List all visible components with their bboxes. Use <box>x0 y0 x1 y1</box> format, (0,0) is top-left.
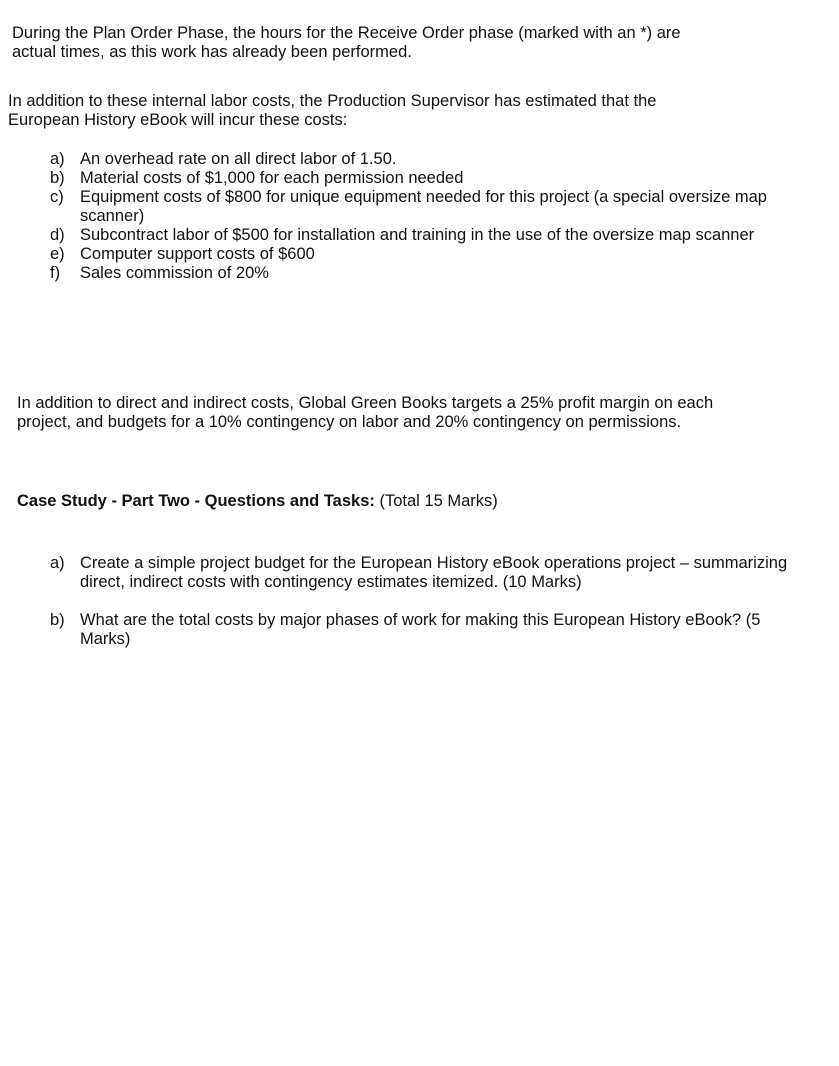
costs-intro-line-1: In addition to these internal labor costs, the Production Supervisor has estimated that the <box>8 92 657 110</box>
case-study-heading-bold: Case Study - Part Two - Questions and Tasks: <box>17 492 375 510</box>
intro-paragraph <box>12 24 839 62</box>
list-marker: b) <box>50 169 65 187</box>
intro-line-1: During the Plan Order Phase, the hours for the Receive Order phase (marked with an *) are <box>12 24 681 42</box>
list-item <box>0 150 815 169</box>
profit-line-1: In addition to direct and indirect costs, Global Green Books targets a 25% profit margin on each <box>17 394 714 412</box>
list-item-text: Create a simple project budget for the European History eBook operations project – summarizing direct, indirect costs with contingency estimates itemized. (10 Marks) <box>80 554 788 591</box>
list-item-text: Sales commission of 20% <box>80 264 269 282</box>
list-item <box>0 226 815 245</box>
list-item <box>0 611 800 649</box>
list-marker: a) <box>50 150 65 168</box>
intro-line-2: actual times, as this work has already been performed. <box>12 43 412 61</box>
tasks-list-container <box>0 554 800 649</box>
list-marker: e) <box>50 245 65 263</box>
costs-intro-paragraph <box>8 92 839 130</box>
list-item-text: Computer support costs of $600 <box>80 245 315 263</box>
case-study-heading <box>17 492 839 511</box>
list-item-text: Subcontract labor of $500 for installation and training in the use of the oversize map scanner <box>80 226 755 244</box>
list-marker: d) <box>50 226 65 244</box>
list-item <box>0 169 815 188</box>
list-item <box>0 264 815 283</box>
list-item-text: Equipment costs of $800 for unique equipment needed for this project (a special oversize map scanner) <box>80 188 767 225</box>
profit-paragraph <box>17 394 839 432</box>
list-marker: f) <box>50 264 61 282</box>
list-item-text: Material costs of $1,000 for each permission needed <box>80 169 464 187</box>
list-marker: b) <box>50 611 65 629</box>
list-item-text: What are the total costs by major phases of work for making this European History eBook? (5 Marks) <box>80 611 761 648</box>
costs-list <box>0 150 815 283</box>
list-item <box>0 188 815 226</box>
costs-intro-line-2: European History eBook will incur these costs: <box>8 111 348 129</box>
tasks-list <box>0 554 800 649</box>
list-item <box>0 245 815 264</box>
list-marker: c) <box>50 188 64 206</box>
costs-list-container <box>0 150 815 283</box>
case-study-heading-marks: (Total 15 Marks) <box>374 492 498 510</box>
profit-line-2: project, and budgets for a 10% contingency on labor and 20% contingency on permissions. <box>17 413 682 431</box>
list-item-text: An overhead rate on all direct labor of 1.50. <box>80 150 397 168</box>
list-item <box>0 554 800 592</box>
list-marker: a) <box>50 554 65 572</box>
